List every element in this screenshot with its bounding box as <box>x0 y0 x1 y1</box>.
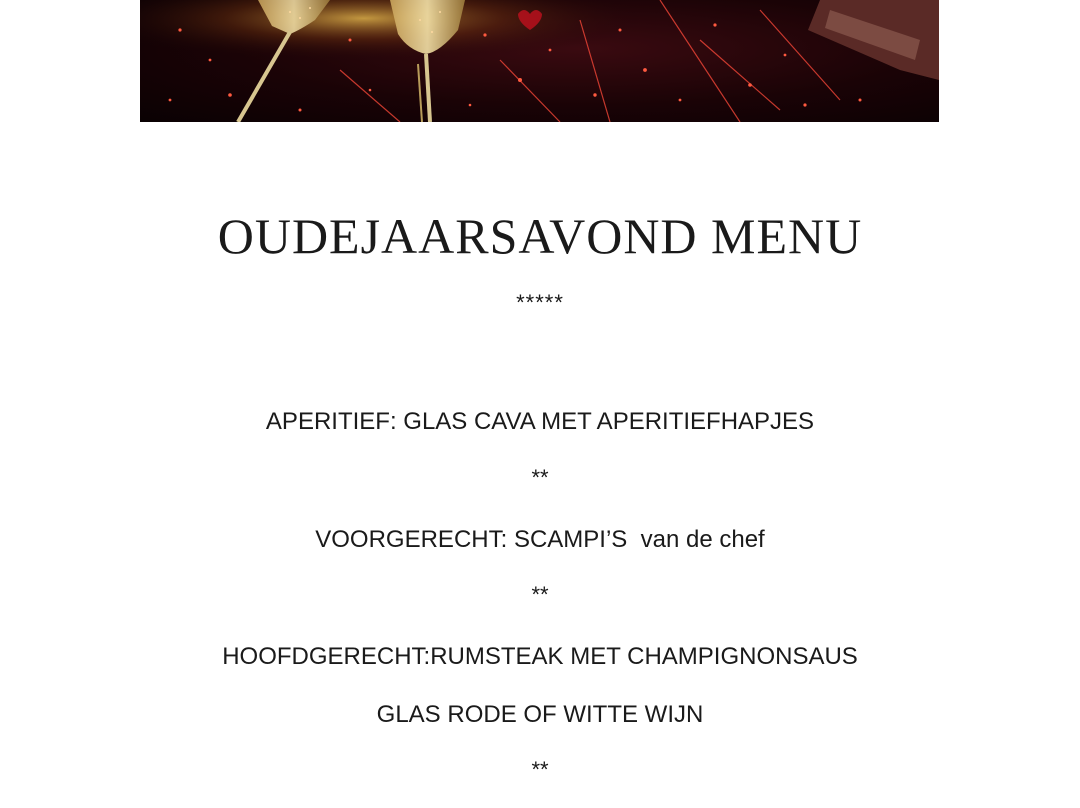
menu-title: OUDEJAARSAVOND MENU <box>217 208 863 264</box>
menu-item-wijn: GLAS RODE OF WITTE WIJN <box>376 701 704 728</box>
menu-item-hoofdgerecht: HOOFDGERECHT:RUMSTEAK MET CHAMPIGNONSAUS <box>222 643 858 670</box>
course-separator: ** <box>531 757 549 782</box>
course-separator: ** <box>531 582 549 607</box>
title-separator: ***** <box>516 290 564 315</box>
course-separator: ** <box>531 465 549 490</box>
menu-item-aperitief: APERITIEF: GLAS CAVA MET APERITIEFHAPJES <box>265 408 815 435</box>
menu-item-voorgerecht: VOORGERECHT: SCAMPI’S van de chef <box>315 526 765 553</box>
banner-illustration <box>140 0 939 122</box>
champagne-fireworks-image <box>140 0 939 122</box>
